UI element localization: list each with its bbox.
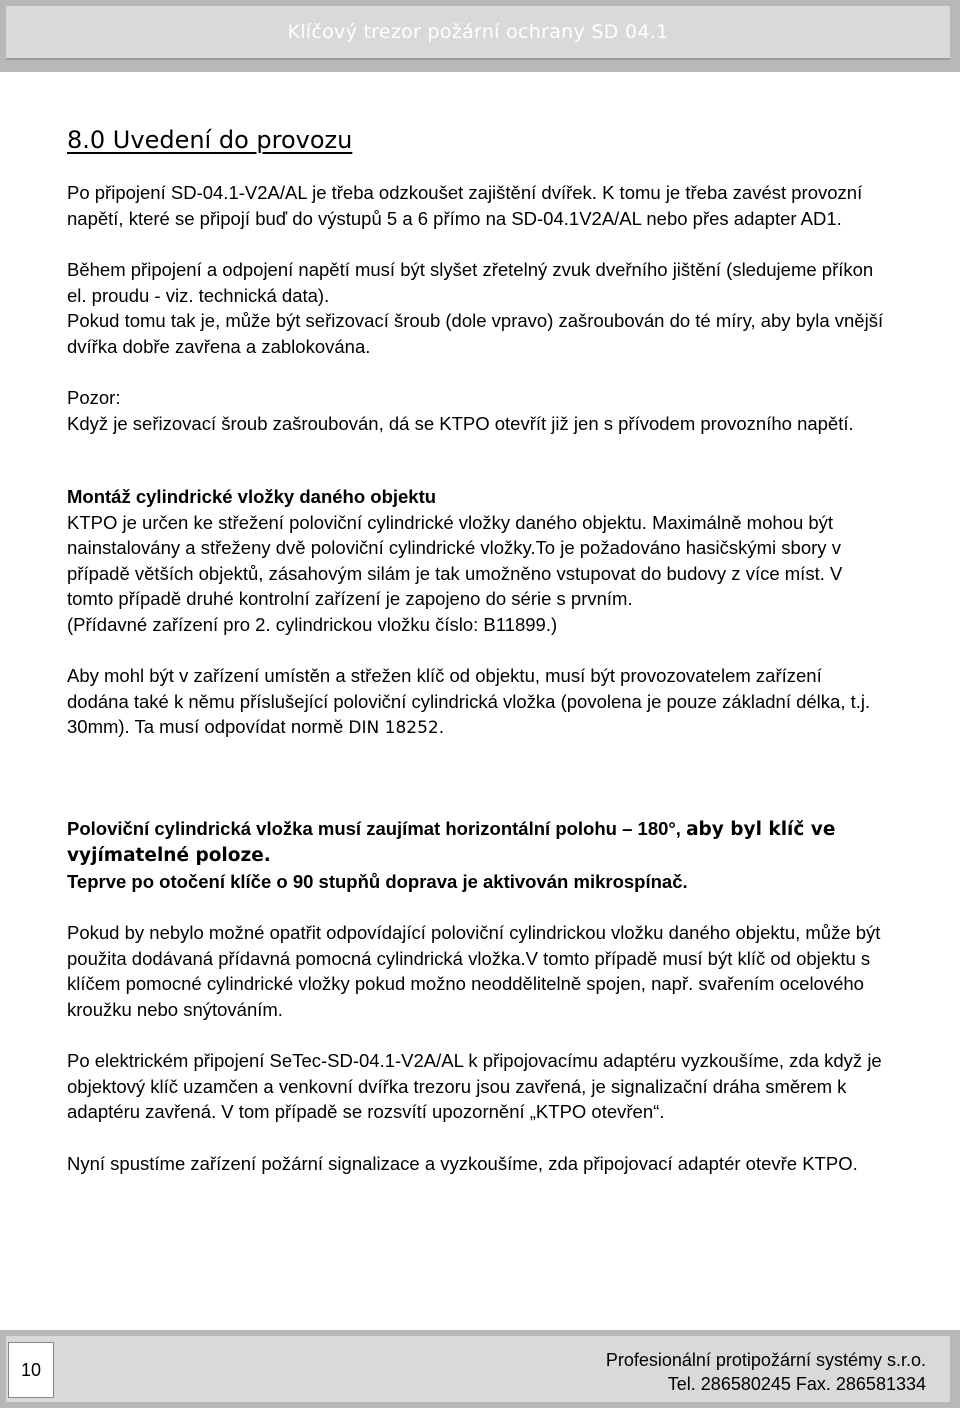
document-title: Klíčový trezor požární ochrany SD 04.1 <box>287 21 669 43</box>
paragraph-electrical-test: Po elektrickém připojení SeTec-SD-04.1-V2A/AL k připojovacímu adaptéru vyzkoušíme, zda když je objektový klíč uzamčen a venkovní dvířka trezoru jsou zavřená, je signalizační dráha směrem k adaptéru zavřená. V tom případě se rozsvítí upozornění „KTPO otevřen“. <box>67 1050 882 1122</box>
warning-label: Pozor: <box>67 387 121 408</box>
warning-text: Když je seřizovací šroub zašroubován, dá se KTPO otevřít již jen s přívodem provozního napětí. <box>67 412 854 434</box>
section-heading: 8.0 Uvedení do provozu <box>67 126 353 154</box>
bold-notice-part-a: Poloviční cylindrická vložka musí zaujímat horizontální polohu – 180°, <box>67 817 681 839</box>
document-body <box>67 180 887 1176</box>
paragraph-auxiliary-cylinder: Pokud by nebylo možné opatřit odpovídající poloviční cylindrickou vložku daného objektu, může být použita dodávaná přídavná pomocná cylindrická vložka.V tomto případě musí být klíč od objektu s klíčem pomocné cylindrické vložky pokud možno neoddělitelně spojen, např. svařením ocelového kroužku nebo snýtováním. <box>67 922 881 1020</box>
footer-company-block <box>606 1348 926 1396</box>
object-key-text: Aby mohl být v zařízení umístěn a střežen klíč od objektu, musí být provozovatelem zařízení dodána také k němu příslušející poloviční cylindrická vložka (povolena je pouze základní délka, t.j. 30mm). Ta musí odpovídat normě <box>67 665 871 737</box>
paragraph-test-lock: Po připojení SD-04.1-V2A/AL je třeba odzkoušet zajištění dvířek. K tomu je třeba zavést provozní napětí, které se připojí buď do výstupů 5 a 6 přímo na SD-04.1V2A/AL nebo přes adapter AD1. <box>67 182 863 229</box>
montaz-note: (Přídavné zařízení pro 2. cylindrickou vložku číslo: B11899.) <box>67 613 558 635</box>
paragraph-voltage-sound: Během připojení a odpojení napětí musí být slyšet zřetelný zvuk dveřního jištění (sledujeme příkon el. proudu - viz. technická data). <box>67 259 874 306</box>
montaz-heading: Montáž cylindrické vložky daného objektu <box>67 486 437 507</box>
montaz-text: KTPO je určen ke střežení poloviční cylindrické vložky daného objektu. Maximálně mohou být nainstalovány a střeženy dvě poloviční cylindrické vložky.To je požadováno hasičskými sbory v případě větších objektů, zásahovým silám je tak umožněno vstupovat do budovy z více míst. V tomto případě druhé kontrolní zařízení je zapojeno do série s prvním. <box>67 511 843 609</box>
bold-notice-line1 <box>67 816 887 869</box>
company-contact: Tel. 286580245 Fax. 286581334 <box>667 1374 926 1394</box>
page-number: 10 <box>8 1342 54 1398</box>
paragraph-object-key <box>67 663 887 742</box>
norm-reference: DIN 18252. <box>348 718 445 738</box>
bold-notice-part-b: aby byl klíč ve vyjímatelné poloze. <box>67 818 836 866</box>
paragraph-adjust-screw: Pokud tomu tak je, může být seřizovací šroub (dole vpravo) zašroubován do té míry, aby byla vnější dvířka dobře zavřena a zablokována. <box>67 310 884 357</box>
header-bar <box>6 6 950 58</box>
company-name: Profesionální protipožární systémy s.r.o. <box>605 1350 926 1370</box>
bold-notice-line2: Teprve po otočení klíče o 90 stupňů doprava je aktivován mikrospínač. <box>67 870 688 892</box>
paragraph-final-test: Nyní spustíme zařízení požární signalizace a vyzkoušíme, zda připojovací adaptér otevře KTPO. <box>67 1152 858 1174</box>
